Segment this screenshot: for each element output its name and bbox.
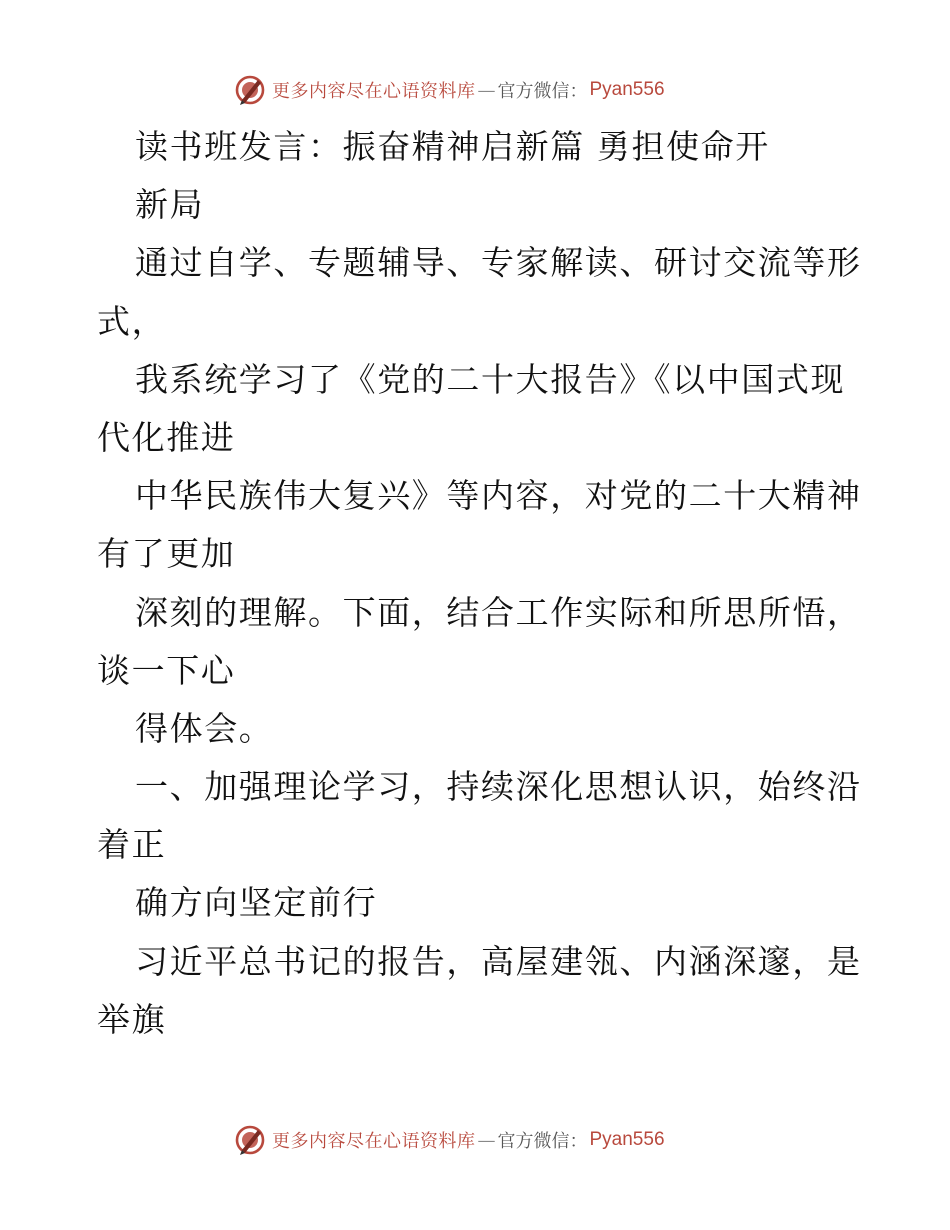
text-line: 读书班发言：振奋精神启新篇 勇担使命开 <box>135 127 770 166</box>
document-body <box>97 118 862 1049</box>
text-line: 深刻的理解。下面，结合工作实际和所思所悟， <box>135 592 862 632</box>
text-line: 一、加强理论学习，持续深化思想认识，始终沿 <box>135 767 862 807</box>
footer-wechat-id: Pyan556 <box>589 1129 665 1150</box>
header-wechat-id: Pyan556 <box>589 79 665 100</box>
text-line: 我系统学习了《党的二十大报告》《以中国式现 <box>135 359 846 399</box>
header-separator: — <box>477 79 496 101</box>
footer-separator: — <box>477 1129 496 1151</box>
text-line: 习近平总书记的报告，高屋建瓴、内涵深邃，是 <box>135 941 862 981</box>
footer-wechat-label: 官方微信： <box>497 1131 588 1152</box>
text-line: 中华民族伟大复兴》等内容，对党的二十大精神 <box>135 476 862 516</box>
footer-site-text: 更多内容尽在心语资料库 <box>272 1131 476 1152</box>
footer-banner <box>234 1123 665 1157</box>
header-banner <box>234 73 665 107</box>
header-site-text: 更多内容尽在心语资料库 <box>272 81 476 102</box>
header-wechat-label: 官方微信： <box>497 81 588 102</box>
text-line: 着正 <box>97 825 167 865</box>
text-line: 新局 <box>135 185 205 225</box>
text-line: 通过自学、专题辅导、专家解读、研讨交流等形 <box>135 243 862 283</box>
text-line: 代化推进 <box>97 417 236 457</box>
pen-circle-logo-icon <box>234 74 266 106</box>
text-line: 有了更加 <box>97 534 236 574</box>
pen-circle-logo-icon <box>234 1124 266 1156</box>
text-line: 举旗 <box>97 999 167 1039</box>
text-line: 谈一下心 <box>97 650 236 690</box>
text-line: 式， <box>97 301 167 341</box>
text-line: 确方向坚定前行 <box>135 883 378 923</box>
text-line: 得体会。 <box>135 708 274 748</box>
